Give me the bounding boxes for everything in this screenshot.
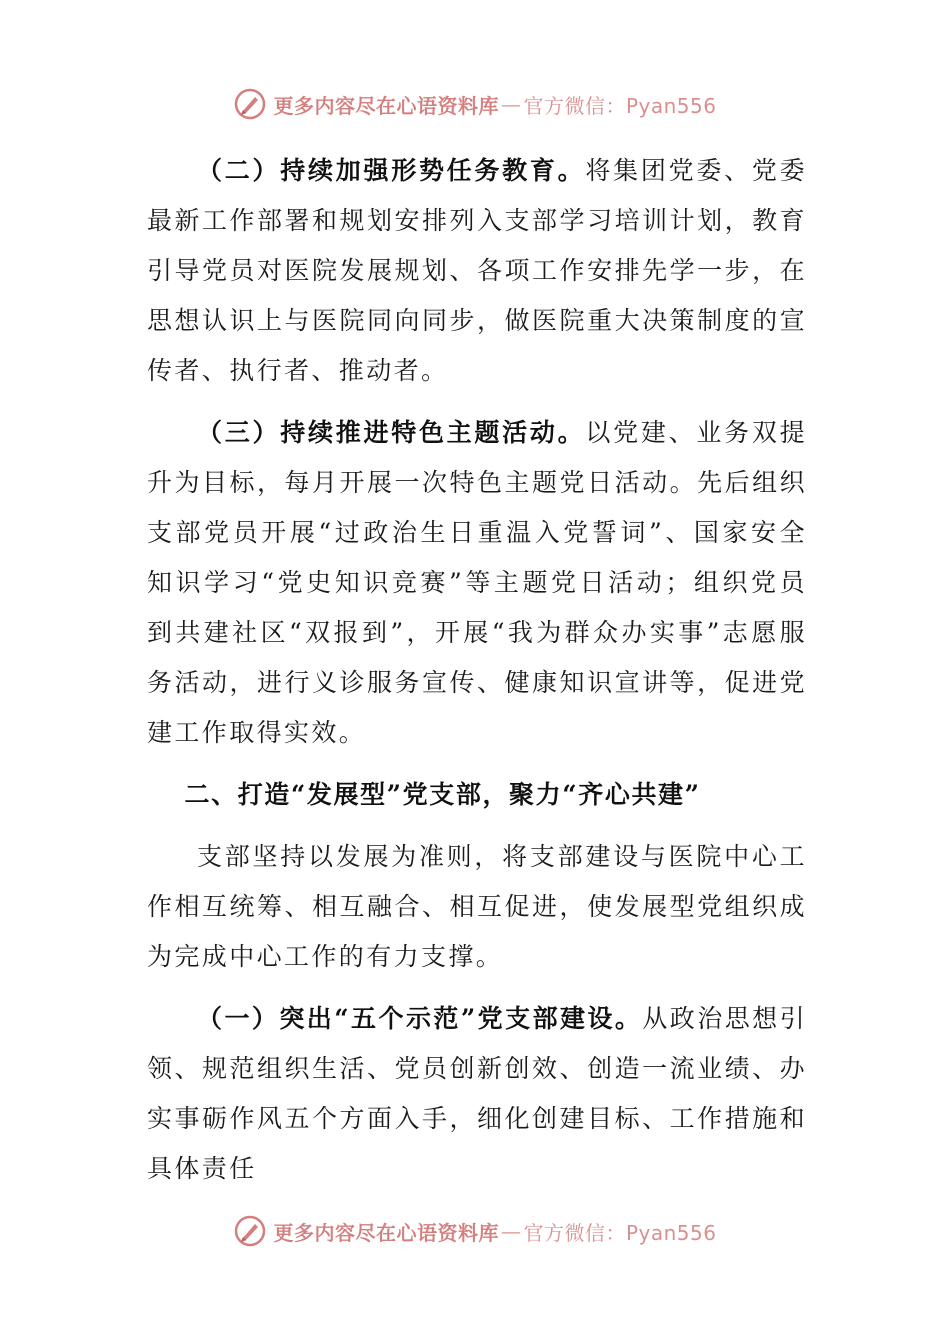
pen-logo-icon [233,87,267,121]
watermark-contact: 官方微信：Pyan556 [523,93,717,118]
pen-logo-icon [233,1214,267,1248]
watermark-contact: 官方微信：Pyan556 [523,1220,717,1245]
section-heading: 二、打造“发展型”党支部，聚力“齐心共建” [184,780,701,809]
paragraph-text: 以党建、业务双提升为目标，每月开展一次特色主题党日活动。先后组织支部党员开展“过政治生日重温入党誓词”、国家安全知识学习“党史知识竞赛”等主题党日活动；组织党员到共建社区“双报到”，开展“我为群众办实事”志愿服务活动，进行义诊服务宣传、健康知识宣讲等，促进党建工作取得实效。 [147,418,808,747]
paragraph-4 [147,994,807,1194]
paragraph-text: 将集团党委、党委最新工作部署和规划安排列入支部学习培训计划，教育引导党员对医院发展规划、各项工作安排先学一步，在思想认识上与医院同向同步，做医院重大决策制度的宣传者、执行者、推动者。 [147,156,808,385]
watermark-brand: 更多内容尽在心语资料库 [273,93,499,118]
paragraph-lead: （二）持续加强形势任务教育。 [197,156,586,185]
paragraph-lead: （三）持续推进特色主题活动。 [197,418,586,447]
header-watermark [0,84,950,124]
watermark-brand: 更多内容尽在心语资料库 [273,1220,499,1245]
watermark-separator: — [500,92,522,116]
footer-watermark [0,1211,950,1251]
watermark-separator: — [500,1219,522,1243]
paragraph-1 [147,146,807,396]
document-body [147,146,807,1206]
paragraph-3 [147,832,807,982]
paragraph-text: 从政治思想引领、规范组织生活、党员创新创效、创造一流业绩、办实事砺作风五个方面入手，细化创建目标、工作措施和具体责任 [147,1004,807,1183]
paragraph-lead: （一）突出“五个示范”党支部建设。 [197,1004,643,1033]
paragraph-2 [147,408,807,758]
paragraph-text: 支部坚持以发展为准则，将支部建设与医院中心工作相互统筹、相互融合、相互促进，使发展型党组织成为完成中心工作的有力支撑。 [147,842,807,971]
